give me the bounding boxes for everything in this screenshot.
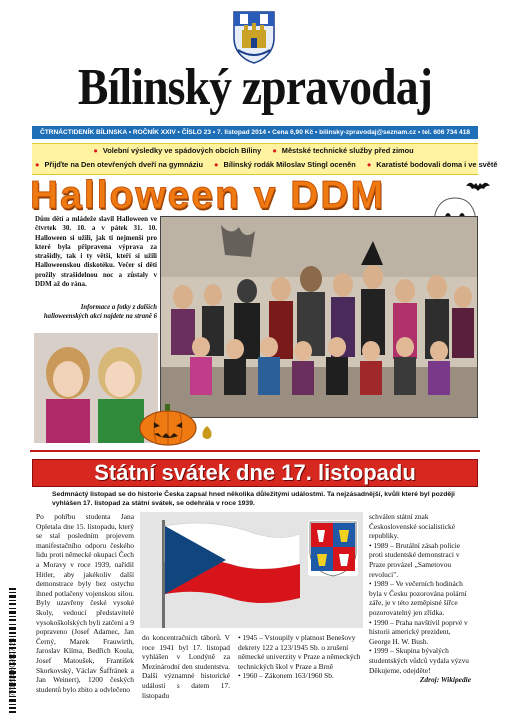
- statni-lead-paragraph: Sedmnáctý listopad se do historie Česka zapsal hned několika důležitými událostmi. Ta nejzásadnější, kvůli které byl později vyhlášen 17. listopad za státní svátek, se odehrála v roce 1939.: [52, 491, 455, 507]
- coat-of-arms-icon: [308, 520, 358, 576]
- masthead-title: Bílinský zpravodaj: [77, 59, 433, 116]
- bullet-icon: ●: [366, 160, 372, 169]
- leaf-icon: [200, 425, 214, 441]
- halloween-article-body: Dům dětí a mládeže slavil Halloween ve čtvrtek 30. 10. a v pátek 31. 10. Halloween si užili, jak ti nejmenší pro které byla připravena výprava za strašidly, tak i ty větší, kteří si užili Halloweenskou diskotéku. Večer si děti prožily strašidelnou noc a zůstaly v DDM až do rána.: [35, 215, 157, 289]
- teaser-item: Městské technické služby před zimou: [281, 146, 414, 155]
- history-item: schválen státní znak Československé socialistické republiky.: [369, 512, 456, 541]
- history-item: • 1989 – Brutální zásah policie proti studentské demonstraci v Praze provázel „Sametovou revoluci".: [369, 540, 461, 579]
- history-item: • 1945 – Vstoupily v platnost Benešovy dekrety 122 a 123/1945 Sb. o zrušení německé univerzity v Praze a německých technických škol v Praze a Brně: [238, 633, 361, 671]
- pumpkin-icon: [138, 402, 198, 446]
- history-item: • 1960 – Zákonem 163/1960 Sb.: [238, 671, 334, 681]
- article-column-1: Po pohřbu studenta Jana Opletala dne 15. listopadu, který se stal posledním projevem manifestačního odporu českého lidu proti německé okupaci Čech a Moravy v roce 1939, nařídil Hitler, aby jakékoliv další demonstrace byly bez ostychu ihned potlačeny vojenskou silou. Byly uzavřeny české vysoké školy, vedoucí představitelé vysokoškolských byli zatčeni a 9 popraveno (Josef Adamec, Jan Černý, Marek Frauwirth, Jaroslav Klíma, Bedřich Koula, Josef Matoušek, František Skorkovský, Václav Šaffránek a Jan Weinert), 1200 českých studentů bylo zbito a odvlečeno: [36, 512, 134, 694]
- halloween-headline: Halloween v DDM: [30, 176, 386, 214]
- halloween-photo-note: Informace a fotky z dalších halloweenských akcí najdete na straně 6: [43, 304, 157, 320]
- source-credit: Zdroj: Wikipedie: [419, 675, 471, 685]
- teaser-item: Volební výsledky ve spádových obcích Bíliny: [102, 146, 262, 155]
- bullet-icon: ●: [272, 146, 277, 155]
- teaser-item: Karatisté bodovali doma i ve světě: [376, 160, 498, 169]
- teaser-row: [32, 144, 478, 158]
- article-column-2: do koncentračních táborů. V roce 1941 byl 17. listopad vyhlášen v Londýně za Mezinárodní den studentstva. Další významné historické události s datem 17. listopadu: [142, 633, 230, 700]
- history-item: • 1990 – Praha navštívil poprvé v historii americký prezident, George H. W. Bush.: [369, 617, 468, 646]
- article-column-4: [369, 512, 471, 685]
- bullet-icon: ●: [214, 160, 219, 169]
- teaser-row: [32, 158, 498, 172]
- bullet-icon: ●: [93, 146, 98, 155]
- teaser-item: Bílinský rodák Miloslav Stingl oceněn: [223, 160, 356, 169]
- czech-flag-image: [140, 512, 363, 628]
- history-item: • 1999 – Skupina bývalých studentských vůdců vydala výzvu Děkujeme, odejděte!: [369, 646, 469, 675]
- bullet-icon: ●: [35, 160, 40, 169]
- teaser-item: Přijďte na Den otevřených dveří na gymnáziu: [44, 160, 203, 169]
- issue-info-bar: ČTRNÁCTIDENÍK BÍLINSKA • ROČNÍK XXIV • ČÍSLO 23 • 7. listopad 2014 • Cena 6,90 Kč • bilinsky-zpravodaj@seznam.cz • tel. 606 734 418: [32, 126, 478, 139]
- section-divider: [30, 450, 480, 452]
- statni-svatek-headline: Státní svátek dne 17. listopadu: [32, 459, 478, 487]
- headline-teaser-box: [32, 143, 498, 175]
- barcode-number: 9 771214 602007 23: [9, 638, 17, 703]
- town-crest-icon: [230, 8, 278, 64]
- article-column-3: [238, 633, 362, 681]
- bat-icon: [466, 180, 490, 194]
- group-photo-image: [160, 216, 478, 418]
- history-item: • 1989 – Ve večerních hodinách byla v Česku pozorována polární záře, je v této zeměpisné šířce pozorovatelný jen zřídka.: [369, 579, 467, 617]
